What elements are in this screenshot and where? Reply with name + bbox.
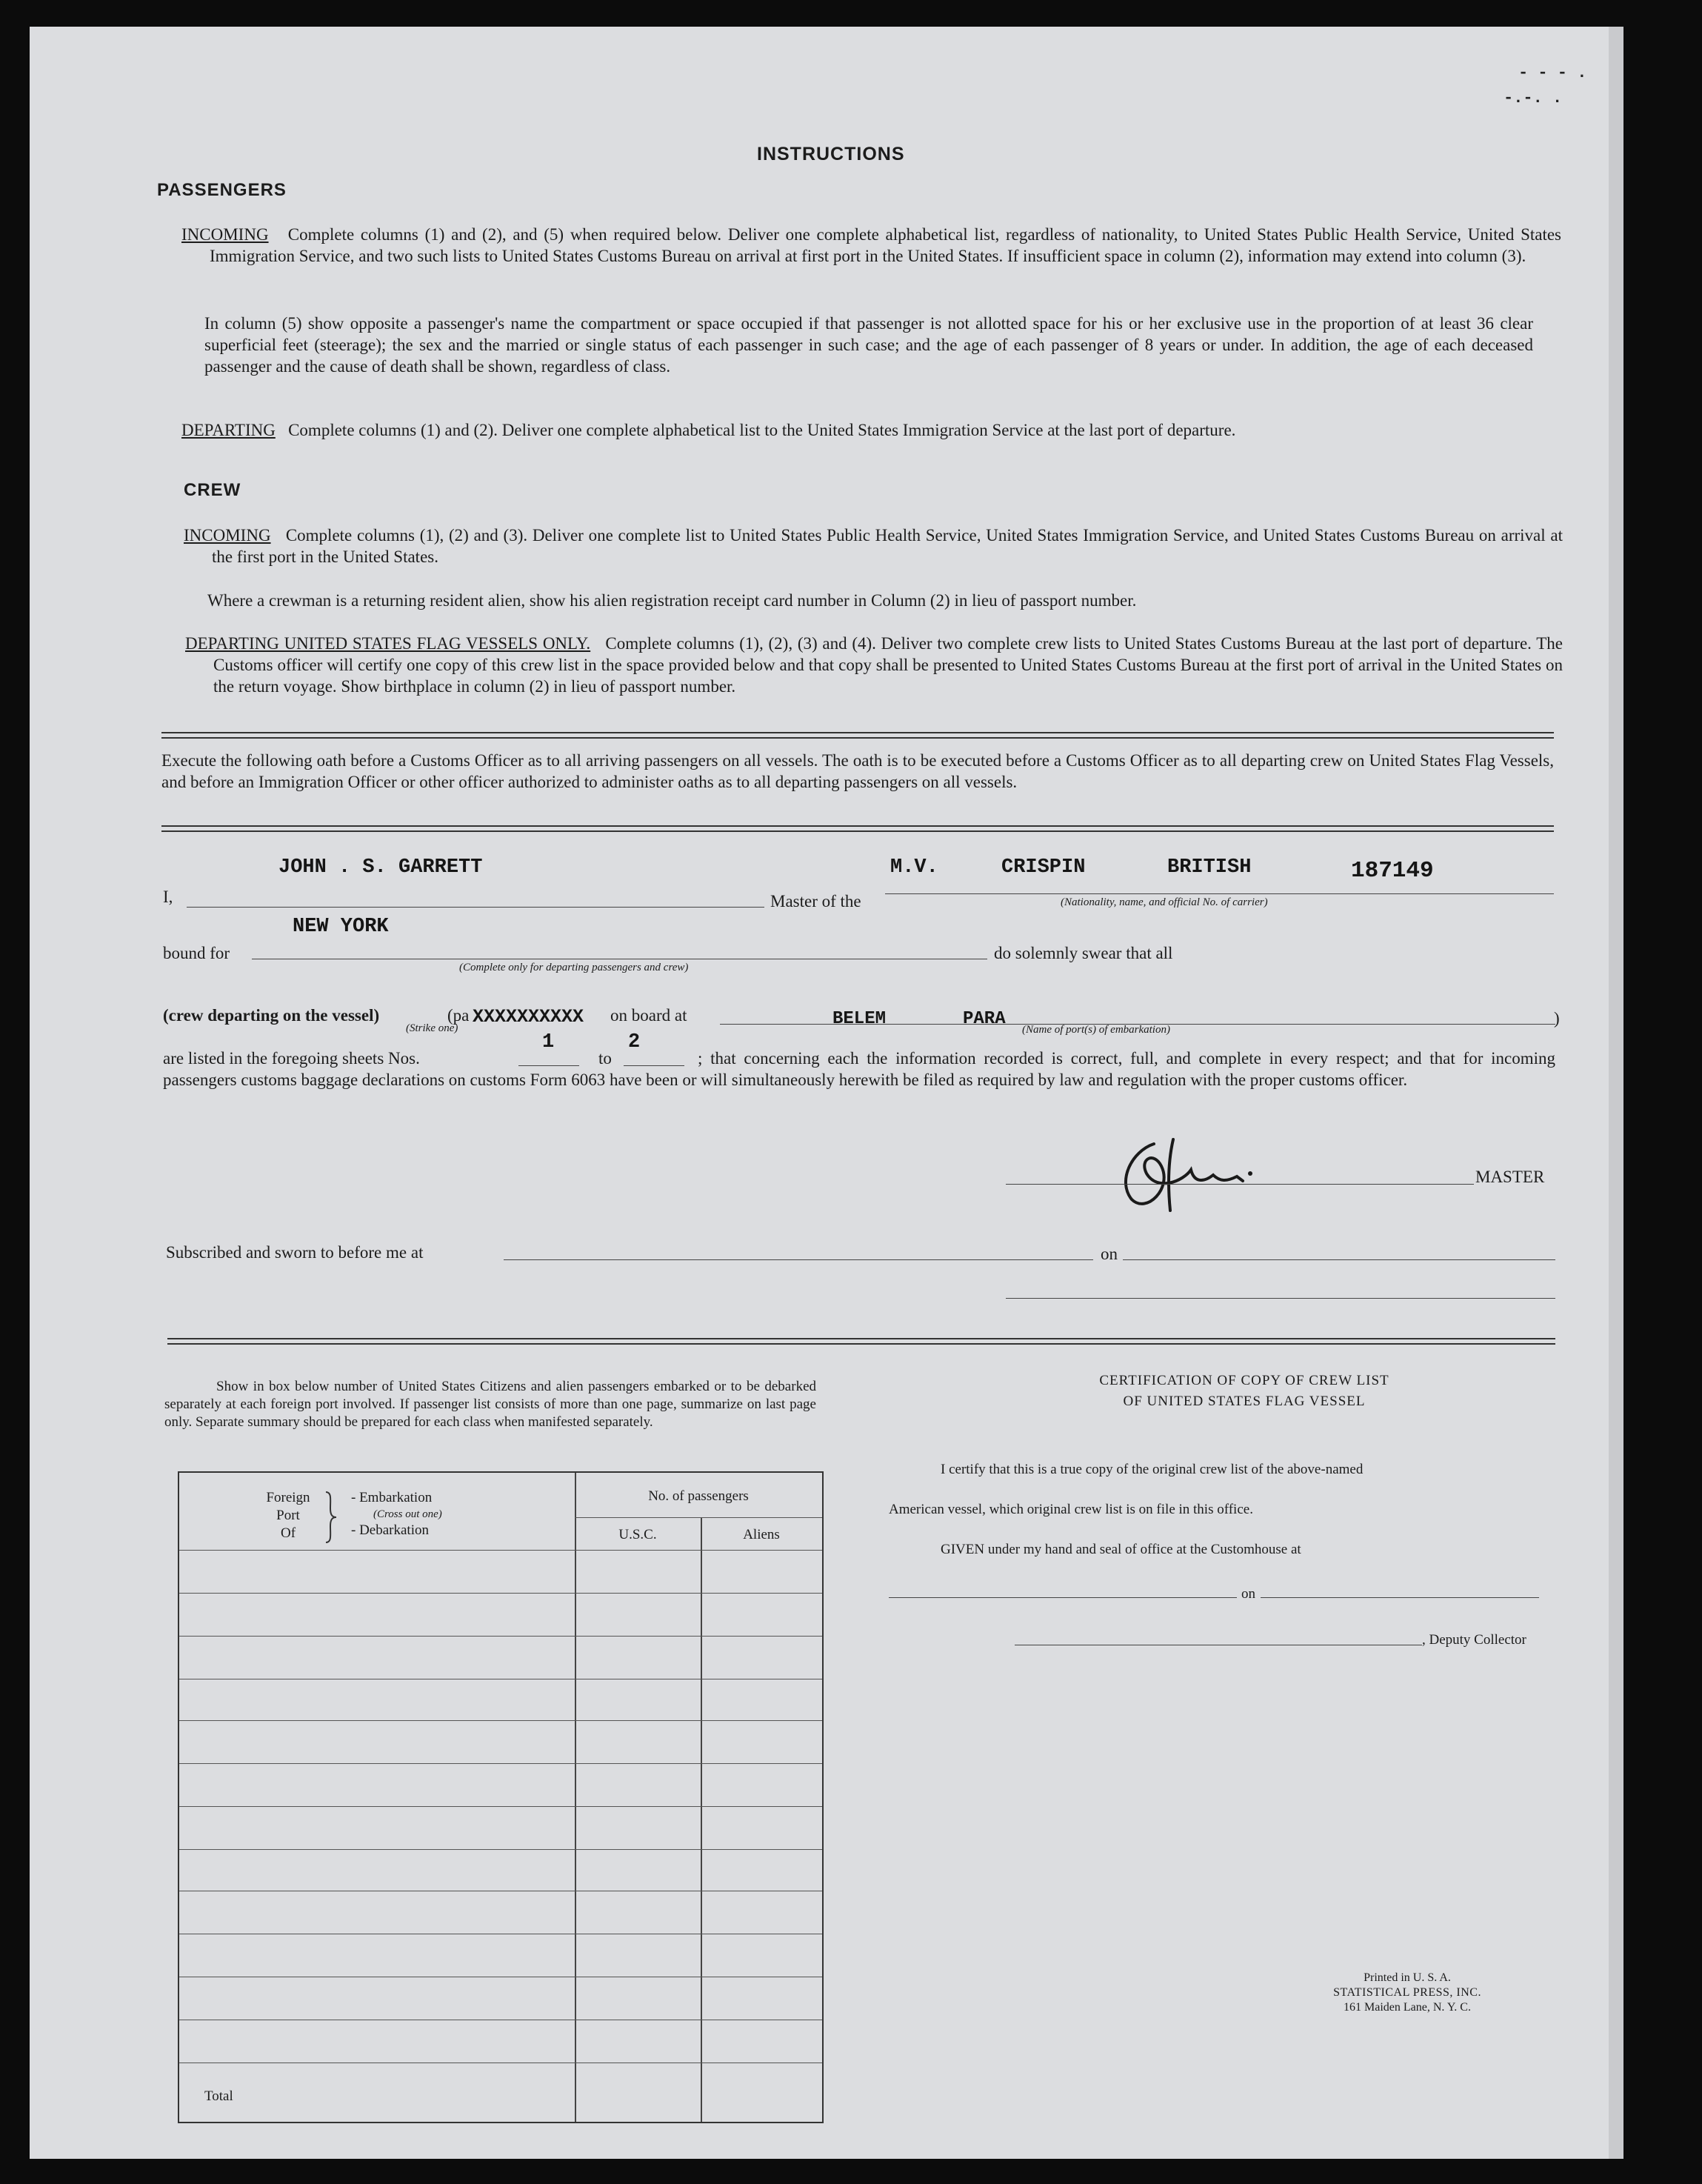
debarkation-label: - Debarkation bbox=[351, 1522, 429, 1538]
crew-incoming-paragraph bbox=[184, 525, 1563, 567]
summary-instruction-text: Show in box below number of United States Citizens and alien passengers embarked or to be debarked separately at each foreign port involved. If passenger list consists of more than one page, summarize on last page only. Separate summary should be prepared for each class when manifested separately. bbox=[164, 1379, 816, 1430]
col-divider-1 bbox=[575, 1473, 576, 2122]
i-label: I, bbox=[163, 888, 173, 906]
certification-date-line bbox=[1261, 1597, 1539, 1598]
customhouse-line bbox=[889, 1597, 1237, 1598]
certification-title-1: CERTIFICATION OF COPY OF CREW LIST bbox=[1099, 1373, 1389, 1388]
printer-line-3: 161 Maiden Lane, N. Y. C. bbox=[1344, 2001, 1471, 2014]
aliens-header: Aliens bbox=[743, 1527, 780, 1542]
to-label: to bbox=[598, 1049, 612, 1068]
sheet-to: 2 bbox=[628, 1031, 641, 1053]
passengers-incoming-paragraph bbox=[181, 224, 1561, 267]
total-label: Total bbox=[204, 2088, 233, 2104]
bound-for-destination: NEW YORK bbox=[293, 916, 389, 938]
embarkation-label: - Embarkation bbox=[351, 1490, 433, 1505]
vessel-name: CRISPIN bbox=[1001, 856, 1086, 879]
crew-departing-paragraph bbox=[185, 633, 1563, 697]
vessel-type: M.V. bbox=[890, 856, 938, 879]
divider-double-1 bbox=[161, 732, 1554, 739]
crew-heading: CREW bbox=[184, 480, 241, 500]
officer-signature-line bbox=[1006, 1298, 1555, 1299]
passengers-incoming-label: INCOMING bbox=[181, 225, 269, 244]
master-name: JOHN . S. GARRETT bbox=[278, 856, 483, 879]
master-of-label: Master of the bbox=[770, 892, 861, 910]
document-sheet bbox=[30, 27, 1623, 2159]
corner-marks-2: -.-. . bbox=[1504, 89, 1563, 107]
carrier-caption: (Nationality, name, and official No. of carrier) bbox=[1061, 896, 1268, 908]
concerning-text: ; that concerning each the information recorded is correct, full, and complete in every respect; and that for incoming passengers customs baggage declarations on customs Form 6063 have been or will simultaneously herewith be filed as required by law and regulation with the proper customs officer. bbox=[163, 1049, 1555, 1089]
subscribed-on-label: on bbox=[1101, 1245, 1118, 1263]
subscribed-place-line bbox=[504, 1259, 1093, 1260]
bound-for-label: bound for bbox=[163, 944, 230, 962]
passengers-incoming-text: Complete columns (1) and (2), and (5) when required below. Deliver one complete alphabetical list, regardless of nationality, to United States Public Health Service, United States Immigration Service, and two such lists to United States Customs Bureau on arrival at first port in the United States. If insufficient space in column (2), information may extend into column (3). bbox=[210, 225, 1562, 265]
master-label: MASTER bbox=[1475, 1168, 1545, 1186]
port-caption: (Name of port(s) of embarkation) bbox=[1022, 1024, 1170, 1036]
master-signature-line bbox=[1006, 1184, 1474, 1185]
listed-text: are listed in the foregoing sheets Nos. bbox=[163, 1049, 420, 1068]
master-signature bbox=[1102, 1129, 1287, 1218]
header-bottom-line bbox=[179, 1550, 822, 1551]
strike-caption: (Strike one) bbox=[406, 1022, 458, 1034]
official-number: 187149 bbox=[1351, 858, 1434, 884]
strike-out-marks: XXXXXXXXXX bbox=[473, 1006, 584, 1028]
divider-double-2 bbox=[161, 825, 1554, 832]
row-line-7 bbox=[179, 1849, 822, 1850]
deputy-collector-label: , Deputy Collector bbox=[1422, 1632, 1526, 1648]
passengers-column5-text: In column (5) show opposite a passenger's name the compartment or space occupied if that passenger is not allotted space for his or her exclusive use in the proportion of at least 36 clear superficial feet (steerage); the sex and the married or single status of each passenger in such case; and the age of each passenger of 8 years or under. In addition, the age of each deceased passenger and the cause of death shall be shown, regardless of class. bbox=[204, 314, 1533, 376]
header-split-line bbox=[575, 1517, 822, 1518]
page-title: INSTRUCTIONS bbox=[757, 144, 905, 164]
crew-departing-text: (crew departing on the vessel) bbox=[163, 1006, 380, 1025]
row-line-1 bbox=[179, 1593, 822, 1594]
bound-for-caption: (Complete only for departing passengers and crew) bbox=[459, 962, 689, 973]
corner-marks: - - - . bbox=[1518, 64, 1587, 82]
oath-instruction-text: Execute the following oath before a Customs Officer as to all arriving passengers on all vessels. The oath is to be executed before a Customs Officer as to all departing crew on United States Flag Vessels, and before an Immigration Officer or other officer authorized to administer oaths as to all departing passengers on all vessels. bbox=[161, 751, 1554, 791]
port-of-embarkation-1: BELEM bbox=[832, 1009, 887, 1029]
printer-line-1: Printed in U. S. A. bbox=[1364, 1971, 1451, 1984]
foreign-port-of-label bbox=[262, 1489, 314, 1542]
printer-line-2: STATISTICAL PRESS, INC. bbox=[1333, 1986, 1481, 1999]
passengers-prefix: (pa bbox=[447, 1006, 470, 1025]
port-of-embarkation-2: PARA bbox=[963, 1009, 1006, 1029]
on-board-label: on board at bbox=[610, 1006, 687, 1025]
passengers-heading: PASSENGERS bbox=[157, 180, 287, 200]
sheet-from: 1 bbox=[542, 1031, 555, 1053]
passenger-summary-table bbox=[178, 1471, 824, 2123]
crew-resident-paragraph bbox=[207, 590, 1535, 611]
foreign-label: Foreign bbox=[266, 1490, 310, 1505]
concerning-paragraph bbox=[163, 1048, 1555, 1091]
passengers-departing-paragraph bbox=[181, 419, 1561, 441]
passengers-departing-label: DEPARTING bbox=[181, 421, 276, 439]
certify-line-1: I certify that this is a true copy of the original crew list of the above-named bbox=[941, 1462, 1364, 1477]
summary-instruction-paragraph bbox=[164, 1378, 816, 1431]
passengers-departing-text: Complete columns (1) and (2). Deliver one complete alphabetical list to the United States Immigration Service at the last port of departure. bbox=[288, 421, 1236, 439]
crew-incoming-text: Complete columns (1), (2) and (3). Deliver one complete list to United States Public Health Service, United States Immigration Service, and United States Customs Bureau on arrival at the first port in the United States. bbox=[212, 526, 1563, 566]
cross-out-caption: (Cross out one) bbox=[373, 1508, 442, 1520]
of-label: Of bbox=[280, 1525, 296, 1541]
carrier-line bbox=[885, 893, 1554, 894]
master-name-line bbox=[187, 907, 764, 908]
oath-instruction-paragraph bbox=[161, 750, 1554, 793]
brace-icon bbox=[323, 1491, 339, 1544]
certification-on-label: on bbox=[1241, 1586, 1255, 1602]
row-line-5 bbox=[179, 1763, 822, 1764]
crew-resident-text: Where a crewman is a returning resident alien, show his alien registration receipt card number in Column (2) in lieu of passport number. bbox=[207, 591, 1137, 610]
crew-incoming-label: INCOMING bbox=[184, 526, 271, 545]
swear-text: do solemnly swear that all bbox=[994, 944, 1173, 962]
crew-departing-text: Complete columns (1), (2), (3) and (4). Deliver two complete crew lists to United States Customs Bureau at the last port of departure. The Customs officer will certify one copy of this crew list in the space provided below and that copy shall be presented to United States Customs Bureau at the first port of arrival in the United States on the return voyage. Show birthplace in column (2) in lieu of passport number. bbox=[213, 634, 1563, 696]
row-line-2 bbox=[179, 1636, 822, 1637]
row-line-6 bbox=[179, 1806, 822, 1807]
usc-header: U.S.C. bbox=[618, 1527, 657, 1542]
row-line-4 bbox=[179, 1720, 822, 1721]
passengers-column5-paragraph bbox=[204, 313, 1533, 377]
given-line: GIVEN under my hand and seal of office at the Customhouse at bbox=[941, 1542, 1301, 1557]
crew-departing-label bbox=[163, 1005, 379, 1026]
port-label: Port bbox=[276, 1508, 300, 1523]
subscribed-date-line bbox=[1123, 1259, 1555, 1260]
crew-departing-label: DEPARTING UNITED STATES FLAG VESSELS ONLY. bbox=[185, 634, 591, 653]
subscribed-label: Subscribed and sworn to before me at bbox=[166, 1243, 424, 1262]
vessel-nationality: BRITISH bbox=[1167, 856, 1252, 879]
port-close-paren: ) bbox=[1554, 1009, 1560, 1028]
no-passengers-header: No. of passengers bbox=[648, 1488, 749, 1504]
certify-line-2: American vessel, which original crew list is on file in this office. bbox=[889, 1502, 1253, 1517]
col-divider-2 bbox=[701, 1517, 702, 2122]
certification-title-2: OF UNITED STATES FLAG VESSEL bbox=[1123, 1394, 1366, 1409]
divider-double-3 bbox=[167, 1338, 1555, 1345]
